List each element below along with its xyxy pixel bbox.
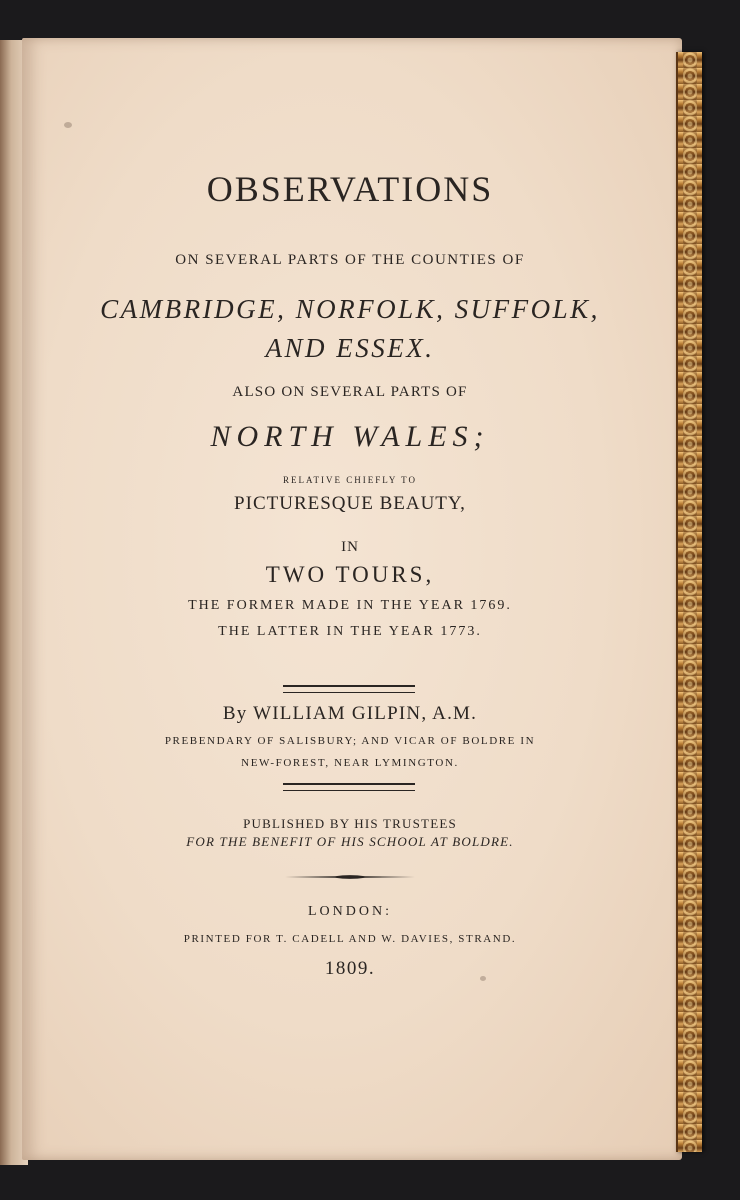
page-title: OBSERVATIONS [206, 169, 494, 209]
counties-line: CAMBRIDGE, NORFOLK, SUFFOLK, [100, 294, 600, 324]
imprint-year: 1809. [324, 958, 376, 979]
publisher-line: PUBLISHED BY HIS TRUSTEES [243, 816, 457, 831]
tours-heading: TWO TOURS, [265, 562, 435, 587]
double-rule-divider [283, 783, 415, 791]
region-heading: NORTH WALES; [210, 420, 490, 453]
in-line: IN [341, 539, 359, 555]
author-byline: By WILLIAM GILPIN, A.M. [222, 703, 478, 724]
counties-line: AND ESSEX. [265, 333, 435, 363]
foxing-spot [64, 122, 72, 128]
imprint-printer: PRINTED FOR T. CADELL AND W. DAVIES, STRAND. [183, 933, 517, 945]
subject-line: PICTURESQUE BEAUTY, [234, 493, 466, 514]
double-rule-divider [283, 685, 415, 693]
subtitle-line: ON SEVERAL PARTS OF THE COUNTIES OF [175, 252, 525, 268]
ornamental-rule [285, 874, 415, 880]
author-role-line: NEW-FOREST, NEAR LYMINGTON. [241, 757, 459, 769]
publisher-line: FOR THE BENEFIT OF HIS SCHOOL AT BOLDRE. [186, 834, 514, 849]
imprint-place: LONDON: [308, 904, 392, 919]
subtitle-line: ALSO ON SEVERAL PARTS OF [232, 384, 468, 400]
author-role-line: PREBENDARY OF SALISBURY; AND VICAR OF BOLDRE IN [164, 735, 536, 747]
tour-date-line: THE FORMER MADE IN THE YEAR 1769. [188, 598, 512, 613]
relative-line: RELATIVE CHIEFLY TO [283, 475, 417, 485]
tour-date-line: THE LATTER IN THE YEAR 1773. [218, 624, 482, 639]
gilt-page-edge [676, 52, 702, 1152]
